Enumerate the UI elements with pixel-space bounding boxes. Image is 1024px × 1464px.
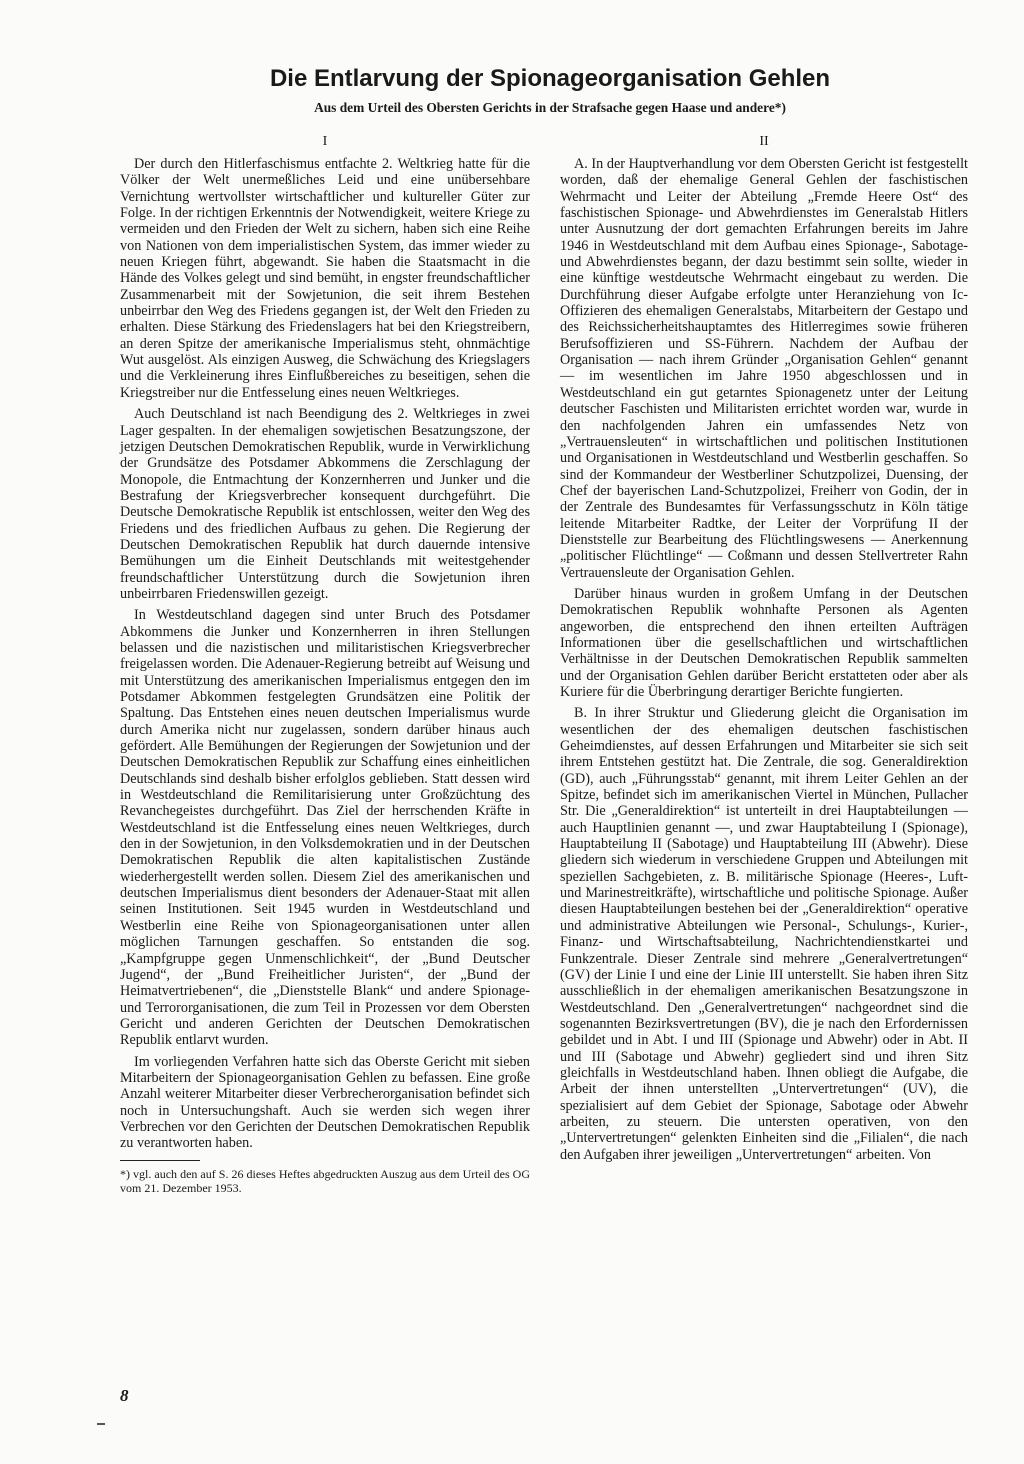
paragraph: Darüber hinaus wurden in großem Umfang in der Deutschen Demokratischen Republik wohnhafte Personen als Agenten angeworben, die entsprechend den ihnen erteilten Aufträgen Informationen über die gesellschaftlichen und wirtschaftlichen Verhältnisse in der Deutschen Demokratischen Republik sammelten und der Organisation Gehlen darüber Bericht erstatteten oder aber als Kuriere für die Überbringung derartiger Berichte fungierten. xyxy=(560,585,968,700)
right-column xyxy=(560,134,968,1168)
article-subtitle: Aus dem Urteil des Obersten Gerichts in der Strafsache gegen Haase und andere*) xyxy=(314,100,786,115)
footnote: *) vgl. auch den auf S. 26 dieses Heftes abgedruckten Auszug aus dem Urteil des OG vom 21. Dezember 1953. xyxy=(120,1166,530,1195)
page-number: 8 xyxy=(120,1386,129,1405)
margin-mark xyxy=(97,1423,105,1425)
paragraph: B. In ihrer Struktur und Gliederung gleicht die Organisation im wesentlichen der des ehemaligen deutschen faschistischen Geheimdienstes, auf dessen Erfahrungen und Mitarbeiter sie sich seit ihrem Entstehen gestützt hat. Die Zentrale, die sog. Generaldirektion (GD), auch „Führungsstab“ genannt, mit ihrem Leiter Gehlen an der Spitze, befindet sich im amerikanischen Viertel in München, Pullacher Str. Die „Generaldirektion“ ist unterteilt in drei Hauptabteilungen — auch Hauptlinien genannt —, und zwar Hauptabteilung I (Spionage), Hauptabteilung II (Sabotage) und Hauptabteilung III (Abwehr). Diese gliedern sich wiederum in verschiedene Gruppen und Abteilungen mit speziellen Sachgebieten, z. B. militärische Spionage (Heeres-, Luft- und Marinestreitkräfte), wirtschaftliche und politische Spionage. Außer diesen Hauptabteilungen bestehen bei der „Generaldirektion“ operative und administrative Abteilungen wie Personal-, Schulungs-, Kurier-, Finanz- und Wirtschaftsabteilung, Nachrichtendienstkartei und Funkzentrale. Dieser Zentrale sind mehrere „Generalvertretungen“ (GV) der Linie I und eine der Linie III unterstellt. Sie haben ihren Sitz ausschließlich in der ehemaligen amerikanischen Besatzungszone in Westdeutschland. Den „Generalvertretungen“ nachgeordnet sind die sogenannten Bezirksvertretungen (BV), die je nach den Erfordernissen gebildet und in Abt. I und III (Spionage und Abwehr) oder in Abt. II und III (Sabotage und Abwehr) gegliedert sind und ihren Sitz gleichfalls in Westdeutschland haben. Ihnen obliegt die Aufgabe, die Arbeit der ihnen unterstellten „Untervertretungen“ (UV), die spezialisiert auf dem Gebiet der Spionage, Sabotage oder Abwehr arbeiten, zu steuern. Die untersten operativen, von den „Untervertretungen“ gelenkten Einheiten sind die „Filialen“, die nach den Aufgaben ihrer jeweiligen „Untervertretungen“ arbeiten. Von xyxy=(560,705,968,1163)
paragraph: Auch Deutschland ist nach Beendigung des 2. Weltkrieges in zwei Lager gespalten. In der ehemaligen sowjetischen Besatzungszone, der jetzigen Deutschen Demokratischen Republik, wurde in Verwirklichung der Grundsätze des Potsdamer Abkommens die Zerschlagung der Monopole, die Entmachtung der Konzernherren und Junker und die Bestrafung der Kriegsverbrecher konsequent durchgeführt. Die Deutsche Demokratische Republik ist entschlossen, weiter den Weg des Friedens und des friedlichen Aufbaus zu gehen. Die Regierung der Deutschen Demokratischen Republik hat durch dauernde intensive Bemühungen um die Einheit Deutschlands mit weitestgehender freundschaftlicher Unterstützung durch die Sowjetunion ihren unbeirrbaren Friedenswillen gezeigt. xyxy=(120,406,530,602)
paragraph: In Westdeutschland dagegen sind unter Bruch des Potsdamer Abkommens die Junker und Konzernherren in ihren Stellungen belassen und die nazistischen und militaristischen Kriegsverbrecher freigelassen worden. Die Adenauer-Regierung betreibt auf Weisung und mit Unterstützung des amerikanischen Imperialismus entgegen den im Potsdamer Abkommen festgelegten Grundsätzen eine Politik der Spaltung. Das Entstehen eines neuen deutschen Imperialismus wurde durch Amerika nicht nur zugelassen, sondern darüber hinaus auch gefördert. Alle Bemühungen der Regierungen der Sowjetunion und der Deutschen Demokratischen Republik zur Schaffung eines einheitlichen Deutschlands sind deshalb bisher erfolglos geblieben. Statt dessen wird in Westdeutschland die Remilitarisierung unter Großzüchtung des Revanchegeistes durchgeführt. Das Ziel der herrschenden Kräfte in Westdeutschland ist die Entfesselung eines neuen Weltkrieges, durch den in der Sowjetunion, in den Volksdemokratien und in der Deutschen Demokratischen Republik die alten kapitalistischen Zustände wiederhergestellt werden sollen. Diesem Ziel des amerikanischen und deutschen Imperialismus dient besonders der Adenauer-Staat mit allen seinen Institutionen. Seit 1945 wurden in Westdeutschland und Westberlin eine Reihe von Spionageorganisationen unter allen möglichen Tarnungen geschaffen. So entstanden die sog. „Kampfgruppe gegen Unmenschlichkeit“, der „Bund Deutscher Jugend“, der „Bund Freiheitlicher Juristen“, der „Bund der Heimatvertriebenen“, die „Dienststelle Blank“ und andere Spionage- und Terrororganisationen, die zum Teil in Prozessen vor dem Obersten Gericht und anderen Gerichten der Deutschen Demokratischen Republik entlarvt wurden. xyxy=(120,607,530,1049)
footnote-divider xyxy=(120,1160,200,1161)
section-number-right: II xyxy=(759,134,769,149)
paragraph: Der durch den Hitlerfaschismus entfachte 2. Weltkrieg hatte für die Völker der Welt unermeßliches Leid und eine unübersehbare Vernichtung wertvollster wirtschaftlicher und kultureller Güter zur Folge. In der richtigen Erkenntnis der Notwendigkeit, weitere Kriege zu vermeiden und den Frieden der Welt zu sichern, haben sich eine Reihe von Nationen von dem imperialistischen System, das immer wieder zu neuen Kriegen führt, abgewandt. Sie haben die Staatsmacht in die Hände des Volkes gelegt und sind bemüht, in engster freundschaftlicher Zusammenarbeit mit der Sowjetunion, die seit ihrem Bestehen unbeirrbar den Weg des Friedens gegangen ist, der Welt den Frieden zu erhalten. Diese Stärkung des Friedenslagers hat bei den Kriegstreibern, an deren Spitze der amerikanische Imperialismus steht, ohnmächtige Wut ausgelöst. Als einzigen Ausweg, die Schwächung des Kriegslagers und die Verkleinerung ihres Einflußbereiches zu beseitigen, sehen die Kriegstreiber nur die Entfesselung eines neuen Weltkrieges. xyxy=(120,156,530,401)
section-number-left: I xyxy=(322,134,328,149)
left-column xyxy=(120,134,530,1195)
paragraph: Im vorliegenden Verfahren hatte sich das Oberste Gericht mit sieben Mitarbeitern der Spionageorganisation Gehlen zu befassen. Eine große Anzahl weiterer Mitarbeiter dieser Verbrecherorganisation befindet sich noch in Untersuchungshaft. Auch sie werden sich wegen ihrer Verbrechen vor den Gerichten der Deutschen Demokratischen Republik zu verantworten haben. xyxy=(120,1053,530,1152)
article-title: Die Entlarvung der Spionageorganisation Gehlen xyxy=(269,65,831,92)
paragraph: A. In der Hauptverhandlung vor dem Obersten Gericht ist festgestellt worden, daß der ehemalige General Gehlen der faschistischen Wehrmacht und Leiter der Abteilung „Fremde Heere Ost“ des faschistischen Spionage- und Abwehrdienstes im Generalstab Hitlers unter Ausnutzung der dort gemachten Erfahrungen bereits im Jahre 1946 in Westdeutschland mit dem Aufbau eines Spionage-, Sabotage- und Abwehrdienstes begann, der dazu bestimmt sein sollte, wieder in eine künftige westdeutsche Wehrmacht eingebaut zu werden. Die Durchführung dieser Aufgabe erfolgte unter Heranziehung von Ic-Offizieren des ehemaligen Generalstabs, Mitarbeitern der Gestapo und des Reichssicherheitshauptamtes des Hitlerregimes sowie früheren Berufsoffizieren und SS-Führern. Nachdem der Aufbau der Organisation — nach ihrem Gründer „Organisation Gehlen“ genannt — im wesentlichen im Jahre 1950 abgeschlossen und in Westdeutschland ein gut getarntes Spionagenetz unter der Leitung deutscher Faschisten und Militaristen errichtet worden war, wurde in den nachfolgenden Jahren ein umfassendes Netz von „Vertrauensleuten“ in wirtschaftlichen und politischen Institutionen und Organisationen in Westdeutschland und Westberlin geschaffen. So sind der Kommandeur der Westberliner Schutzpolizei, Duensing, der Chef der bayerischen Land-Schutzpolizei, Freiherr von Godin, der in der Zentrale des Bundesamtes für Verfassungsschutz in Köln tätige leitende Mitarbeiter Radtke, der Leiter der Vorprüfung II der Dienststelle zur Bearbeitung des Flüchtlingswesens — Anerkennung „politischer Flüchtlinge“ — Coßmann und dessen Stellvertreter Rahn Vertrauensleute der Organisation Gehlen. xyxy=(560,156,968,581)
